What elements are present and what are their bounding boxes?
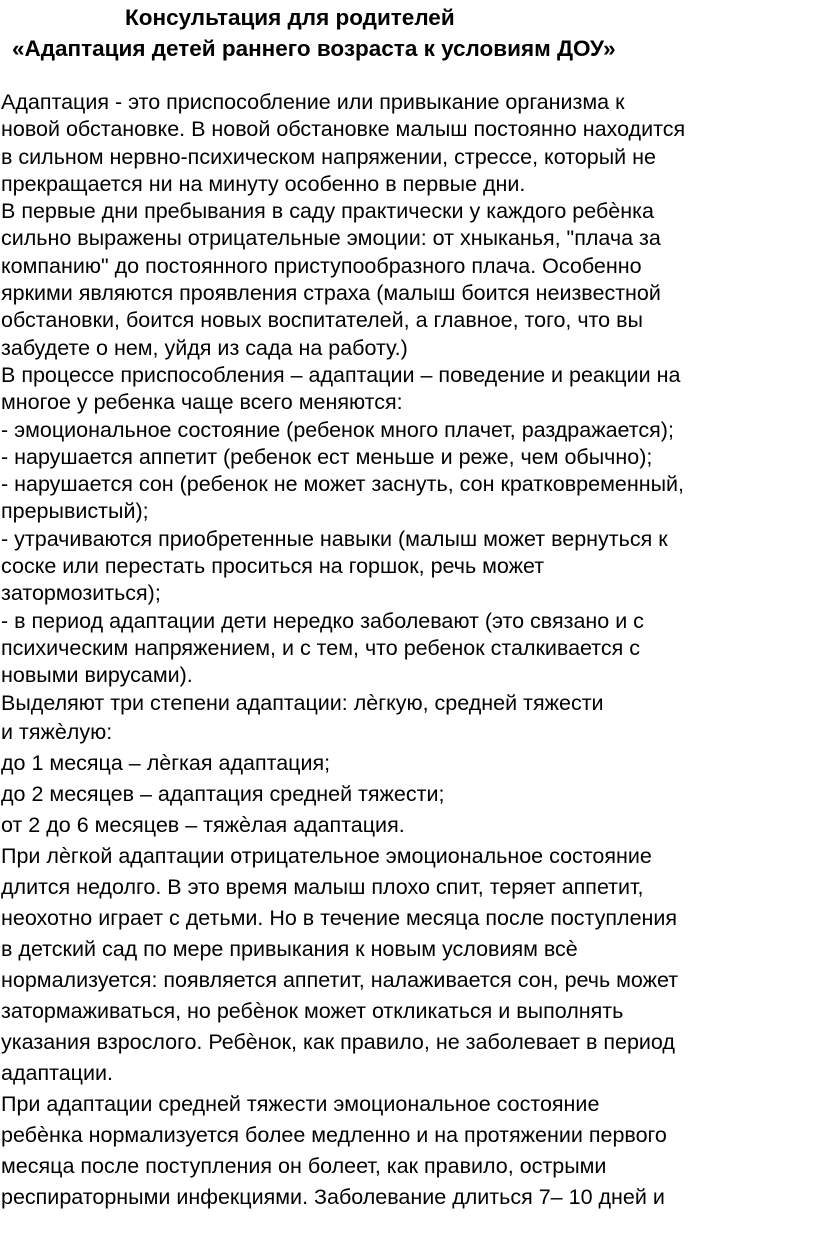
text-line: новой обстановке. В новой обстановке малыш постоянно находится — [1, 117, 686, 142]
text-line: до 1 месяца – лѐгкая адаптация; — [1, 750, 331, 775]
text-line: многое у ребенка чаще всего меняются: — [1, 390, 403, 415]
list-item-line: - в период адаптации дети нередко заболевают (это связано и с — [1, 608, 644, 633]
text-line: и тяжѐлую: — [1, 719, 113, 744]
list-item-line: - утрачиваются приобретенные навыки (малыш может вернуться к — [1, 526, 668, 551]
text-line: В первые дни пребывания в саду практически у каждого ребѐнка — [1, 199, 654, 224]
text-line: яркими являются проявления страха (малыш боится неизвестной — [1, 281, 661, 306]
body-loose-block — [1, 717, 813, 1213]
text-line: сильно выражены отрицательные эмоции: от хныканья, "плача за — [1, 226, 661, 251]
text-line: обстановки, боится новых воспитателей, а главное, того, что вы — [1, 308, 643, 333]
list-item-line: - нарушается сон (ребенок не может заснуть, сон кратковременный, — [1, 472, 685, 497]
text-line: прекращается ни на минуту особенно в первые дни. — [1, 171, 526, 196]
text-line: указания взрослого. Ребѐнок, как правило, не заболевает в период — [1, 1029, 675, 1054]
text-line: ребѐнка нормализуется более медленно и на протяжении первого — [1, 1122, 667, 1147]
text-line: В процессе приспособления – адаптации – поведение и реакции на — [1, 362, 681, 387]
text-line: затормозиться); — [1, 581, 161, 606]
text-line: в детский сад по мере привыкания к новым условиям всѐ — [1, 936, 578, 961]
text-line: Адаптация - это приспособление или привыкание организма к — [1, 90, 625, 114]
text-line: При лѐгкой адаптации отрицательное эмоциональное состояние — [1, 843, 652, 868]
list-item-line: - эмоциональное состояние (ребенок много плачет, раздражается); — [1, 417, 674, 442]
body-tight-block — [1, 89, 813, 717]
text-line: длится недолго. В это время малыш плохо спит, теряет аппетит, — [1, 874, 644, 899]
text-line: новыми вирусами). — [1, 663, 193, 688]
text-line: респираторными инфекциями. Заболевание длиться 7– 10 дней и — [1, 1184, 665, 1209]
text-line: прерывистый); — [1, 499, 149, 524]
text-line: компанию" до постоянного приступообразного плача. Особенно — [1, 253, 642, 278]
document-title-line-2: «Адаптация детей раннего возраста к условиям ДОУ» — [12, 36, 616, 61]
text-line: При адаптации средней тяжести эмоциональное состояние — [1, 1091, 600, 1116]
text-line: в сильном нервно-психическом напряжении, стрессе, который не — [1, 144, 656, 169]
text-line: от 2 до 6 месяцев – тяжѐлая адаптация. — [1, 812, 405, 837]
list-item-line: - нарушается аппетит (ребенок ест меньше и реже, чем обычно); — [1, 444, 653, 469]
text-line: неохотно играет с детьми. Но в течение месяца после поступления — [1, 905, 678, 930]
text-line: психическим напряжением, и с тем, что ребенок сталкивается с — [1, 635, 641, 660]
text-line: затормаживаться, но ребѐнок может откликаться и выполнять — [1, 998, 624, 1023]
text-line: до 2 месяцев – адаптация средней тяжести; — [1, 781, 445, 806]
document-body — [1, 89, 813, 1213]
text-line: соске или перестать проситься на горшок, речь может — [1, 554, 545, 579]
document-title-line-1: Консультация для родителей — [125, 5, 455, 30]
text-line: адаптации. — [1, 1060, 113, 1085]
text-line: забудете о нем, уйдя из сада на работу.) — [1, 335, 408, 360]
text-line: нормализуется: появляется аппетит, налаживается сон, речь может — [1, 967, 679, 992]
text-line: месяца после поступления он болеет, как правило, острыми — [1, 1153, 607, 1178]
text-line: Выделяют три степени адаптации: лѐгкую, средней тяжести — [1, 690, 604, 715]
